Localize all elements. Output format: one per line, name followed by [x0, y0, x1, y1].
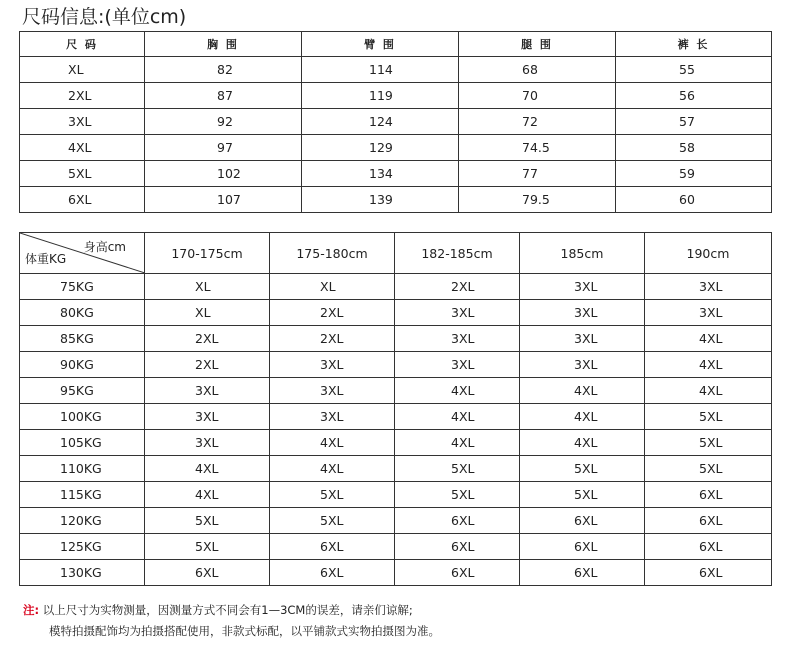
recommendation-row	[20, 508, 772, 534]
recommended-size-cell: XL	[270, 274, 395, 300]
recommended-size-cell: 2XL	[270, 300, 395, 326]
recommendation-row	[20, 274, 772, 300]
header-length: 裤 长	[616, 32, 772, 57]
recommended-size-cell: 4XL	[145, 456, 270, 482]
measurement-cell: 59	[616, 161, 772, 187]
recommended-size-cell: 6XL	[645, 534, 772, 560]
recommended-size-cell: 2XL	[395, 274, 520, 300]
size-label-cell: 4XL	[20, 135, 145, 161]
measurement-cell: 134	[302, 161, 459, 187]
weight-cell: 90KG	[20, 352, 145, 378]
recommended-size-cell: 6XL	[395, 534, 520, 560]
recommended-size-cell: 3XL	[145, 378, 270, 404]
recommended-size-cell: 5XL	[395, 482, 520, 508]
recommended-size-cell: 5XL	[645, 456, 772, 482]
header-leg: 腿 围	[459, 32, 616, 57]
size-chart-row	[20, 83, 772, 109]
recommended-size-cell: 6XL	[645, 508, 772, 534]
recommended-size-cell: 4XL	[395, 378, 520, 404]
notes-line-1: 以上尺寸为实物测量，因测量方式不同会有1—3CM的误差，请亲们谅解;	[42, 603, 413, 617]
recommended-size-cell: 3XL	[145, 430, 270, 456]
recommendation-row	[20, 352, 772, 378]
notes-block	[23, 600, 440, 642]
recommended-size-cell: 3XL	[520, 300, 645, 326]
recommended-size-cell: 4XL	[520, 404, 645, 430]
recommendation-row	[20, 378, 772, 404]
recommended-size-cell: 5XL	[645, 430, 772, 456]
weight-cell: 110KG	[20, 456, 145, 482]
height-column-header: 175-180cm	[270, 233, 395, 274]
recommended-size-cell: 5XL	[520, 482, 645, 508]
measurement-cell: 124	[302, 109, 459, 135]
header-size: 尺 码	[20, 32, 145, 57]
measurement-cell: 58	[616, 135, 772, 161]
size-chart-row	[20, 57, 772, 83]
height-axis-label: 身高cm	[83, 240, 126, 254]
measurement-cell: 119	[302, 83, 459, 109]
recommended-size-cell: 5XL	[145, 534, 270, 560]
size-recommendation-table	[19, 232, 772, 586]
recommendation-header-row	[20, 233, 772, 274]
measurement-cell: 79.5	[459, 187, 616, 213]
recommendation-row	[20, 482, 772, 508]
measurement-cell: 92	[145, 109, 302, 135]
recommended-size-cell: 4XL	[520, 378, 645, 404]
height-column-header: 185cm	[520, 233, 645, 274]
recommended-size-cell: 2XL	[145, 352, 270, 378]
recommended-size-cell: 5XL	[520, 456, 645, 482]
measurement-cell: 77	[459, 161, 616, 187]
recommended-size-cell: 3XL	[645, 300, 772, 326]
size-chart-table	[19, 31, 772, 213]
page-title: 尺码信息:(单位cm)	[22, 6, 187, 28]
recommended-size-cell: 5XL	[645, 404, 772, 430]
recommended-size-cell: 2XL	[270, 326, 395, 352]
weight-cell: 100KG	[20, 404, 145, 430]
measurement-cell: 56	[616, 83, 772, 109]
weight-cell: 80KG	[20, 300, 145, 326]
measurement-cell: 139	[302, 187, 459, 213]
weight-cell: 105KG	[20, 430, 145, 456]
measurement-cell: 114	[302, 57, 459, 83]
measurement-cell: 74.5	[459, 135, 616, 161]
measurement-cell: 97	[145, 135, 302, 161]
recommended-size-cell: 6XL	[520, 508, 645, 534]
recommended-size-cell: 6XL	[145, 560, 270, 586]
notes-line-2: 模特拍摄配饰均为拍摄搭配使用，非款式标配，以平铺款式实物拍摄图为准。	[49, 624, 440, 638]
weight-cell: 120KG	[20, 508, 145, 534]
recommended-size-cell: 2XL	[145, 326, 270, 352]
size-label-cell: 3XL	[20, 109, 145, 135]
recommended-size-cell: 6XL	[520, 534, 645, 560]
measurement-cell: 87	[145, 83, 302, 109]
size-label-cell: 5XL	[20, 161, 145, 187]
recommended-size-cell: 4XL	[395, 404, 520, 430]
size-chart-header-row	[20, 32, 772, 57]
recommended-size-cell: XL	[145, 274, 270, 300]
recommended-size-cell: 4XL	[645, 352, 772, 378]
recommended-size-cell: 5XL	[395, 456, 520, 482]
recommendation-row	[20, 560, 772, 586]
measurement-cell: 70	[459, 83, 616, 109]
recommendation-row	[20, 534, 772, 560]
recommended-size-cell: 3XL	[270, 404, 395, 430]
recommended-size-cell: 4XL	[645, 378, 772, 404]
size-chart-row	[20, 187, 772, 213]
weight-cell: 130KG	[20, 560, 145, 586]
recommended-size-cell: 3XL	[520, 352, 645, 378]
recommended-size-cell: 3XL	[395, 326, 520, 352]
measurement-cell: 60	[616, 187, 772, 213]
weight-cell: 115KG	[20, 482, 145, 508]
recommended-size-cell: 6XL	[520, 560, 645, 586]
recommended-size-cell: 3XL	[395, 300, 520, 326]
height-column-header: 190cm	[645, 233, 772, 274]
header-chest: 胸 围	[145, 32, 302, 57]
recommended-size-cell: 4XL	[270, 456, 395, 482]
recommended-size-cell: 3XL	[520, 326, 645, 352]
notes-label: 注:	[23, 603, 40, 617]
size-chart-row	[20, 161, 772, 187]
recommended-size-cell: 6XL	[645, 560, 772, 586]
size-chart-row	[20, 135, 772, 161]
recommendation-row	[20, 456, 772, 482]
weight-cell: 85KG	[20, 326, 145, 352]
recommended-size-cell: 4XL	[645, 326, 772, 352]
recommended-size-cell: 4XL	[520, 430, 645, 456]
size-label-cell: XL	[20, 57, 145, 83]
size-label-cell: 2XL	[20, 83, 145, 109]
height-column-header: 170-175cm	[145, 233, 270, 274]
recommended-size-cell: 3XL	[270, 378, 395, 404]
size-chart-row	[20, 109, 772, 135]
recommended-size-cell: 5XL	[270, 482, 395, 508]
recommended-size-cell: 5XL	[145, 508, 270, 534]
header-arm: 臂 围	[302, 32, 459, 57]
recommended-size-cell: XL	[145, 300, 270, 326]
measurement-cell: 107	[145, 187, 302, 213]
recommended-size-cell: 3XL	[520, 274, 645, 300]
weight-cell: 125KG	[20, 534, 145, 560]
recommendation-row	[20, 326, 772, 352]
measurement-cell: 82	[145, 57, 302, 83]
corner-cell	[20, 233, 145, 274]
recommended-size-cell: 6XL	[395, 508, 520, 534]
measurement-cell: 102	[145, 161, 302, 187]
recommended-size-cell: 3XL	[395, 352, 520, 378]
recommendation-row	[20, 430, 772, 456]
measurement-cell: 57	[616, 109, 772, 135]
recommended-size-cell: 6XL	[645, 482, 772, 508]
recommendation-row	[20, 404, 772, 430]
recommended-size-cell: 4XL	[395, 430, 520, 456]
weight-axis-label: 体重KG	[25, 252, 67, 266]
recommended-size-cell: 3XL	[145, 404, 270, 430]
recommended-size-cell: 3XL	[270, 352, 395, 378]
recommendation-row	[20, 300, 772, 326]
measurement-cell: 129	[302, 135, 459, 161]
recommended-size-cell: 6XL	[270, 560, 395, 586]
measurement-cell: 68	[459, 57, 616, 83]
recommended-size-cell: 6XL	[270, 534, 395, 560]
recommended-size-cell: 5XL	[270, 508, 395, 534]
recommended-size-cell: 4XL	[145, 482, 270, 508]
recommended-size-cell: 3XL	[645, 274, 772, 300]
size-label-cell: 6XL	[20, 187, 145, 213]
measurement-cell: 55	[616, 57, 772, 83]
weight-cell: 95KG	[20, 378, 145, 404]
recommended-size-cell: 6XL	[395, 560, 520, 586]
height-column-header: 182-185cm	[395, 233, 520, 274]
weight-cell: 75KG	[20, 274, 145, 300]
recommended-size-cell: 4XL	[270, 430, 395, 456]
measurement-cell: 72	[459, 109, 616, 135]
